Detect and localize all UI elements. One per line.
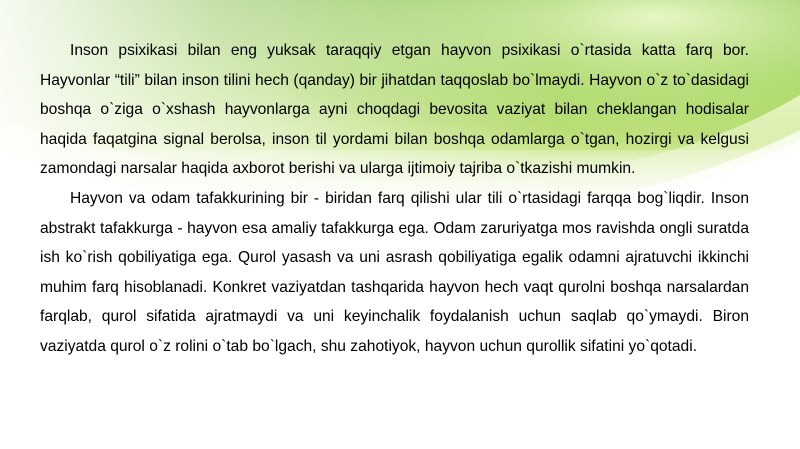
paragraph-2: Hayvon va odam tafakkurining bir - biridan farq qilishi ular tili o`rtasidagi farqqa bog`liqdir. Inson abstrakt tafakkurga - hayvon esa amaliy tafakkurga ega. Odam zaruriyatga mos ravishda ongli suratda ish ko`rish qobiliyatiga ega. Qurol yasash va uni asrash qobiliyatiga egalik odamni ajratuvchi ikkinchi muhim farq hisoblanadi. Konkret vaziyatdan tashqarida hayvon hech vaqt qurolni boshqa narsalardan farqlab, qurol sifatida ajratmaydi va uni keyinchalik foydalanish uchun saqlab qo`ymaydi. Biron vaziyatda qurol o`z rolini o`tab bo`lgach, shu zahotiyok, hayvon uchun qurollik sifatini yo`qotadi.: [40, 189, 749, 355]
slide-body-text: [40, 36, 749, 362]
paragraph-1: Inson psixikasi bilan eng yuksak taraqqiy etgan hayvon psixikasi o`rtasida katta farq bor. Hayvonlar “tili” bilan inson tilini hech (qanday) bir jihatdan taqqoslab bo`lmaydi. Hayvon o`z to`dasidagi boshqa o`ziga o`xshash hayvonlarga ayni choqdagi bevosita vaziyat bilan cheklangan hodisalar haqida faqatgina signal berolsa, inson til yordami bilan boshqa odamlarga o`tgan, hozirgi va kelgusi zamondagi narsalar haqida axborot berishi va ularga ijtimoiy tajriba o`tkazishi mumkin.: [40, 42, 749, 178]
